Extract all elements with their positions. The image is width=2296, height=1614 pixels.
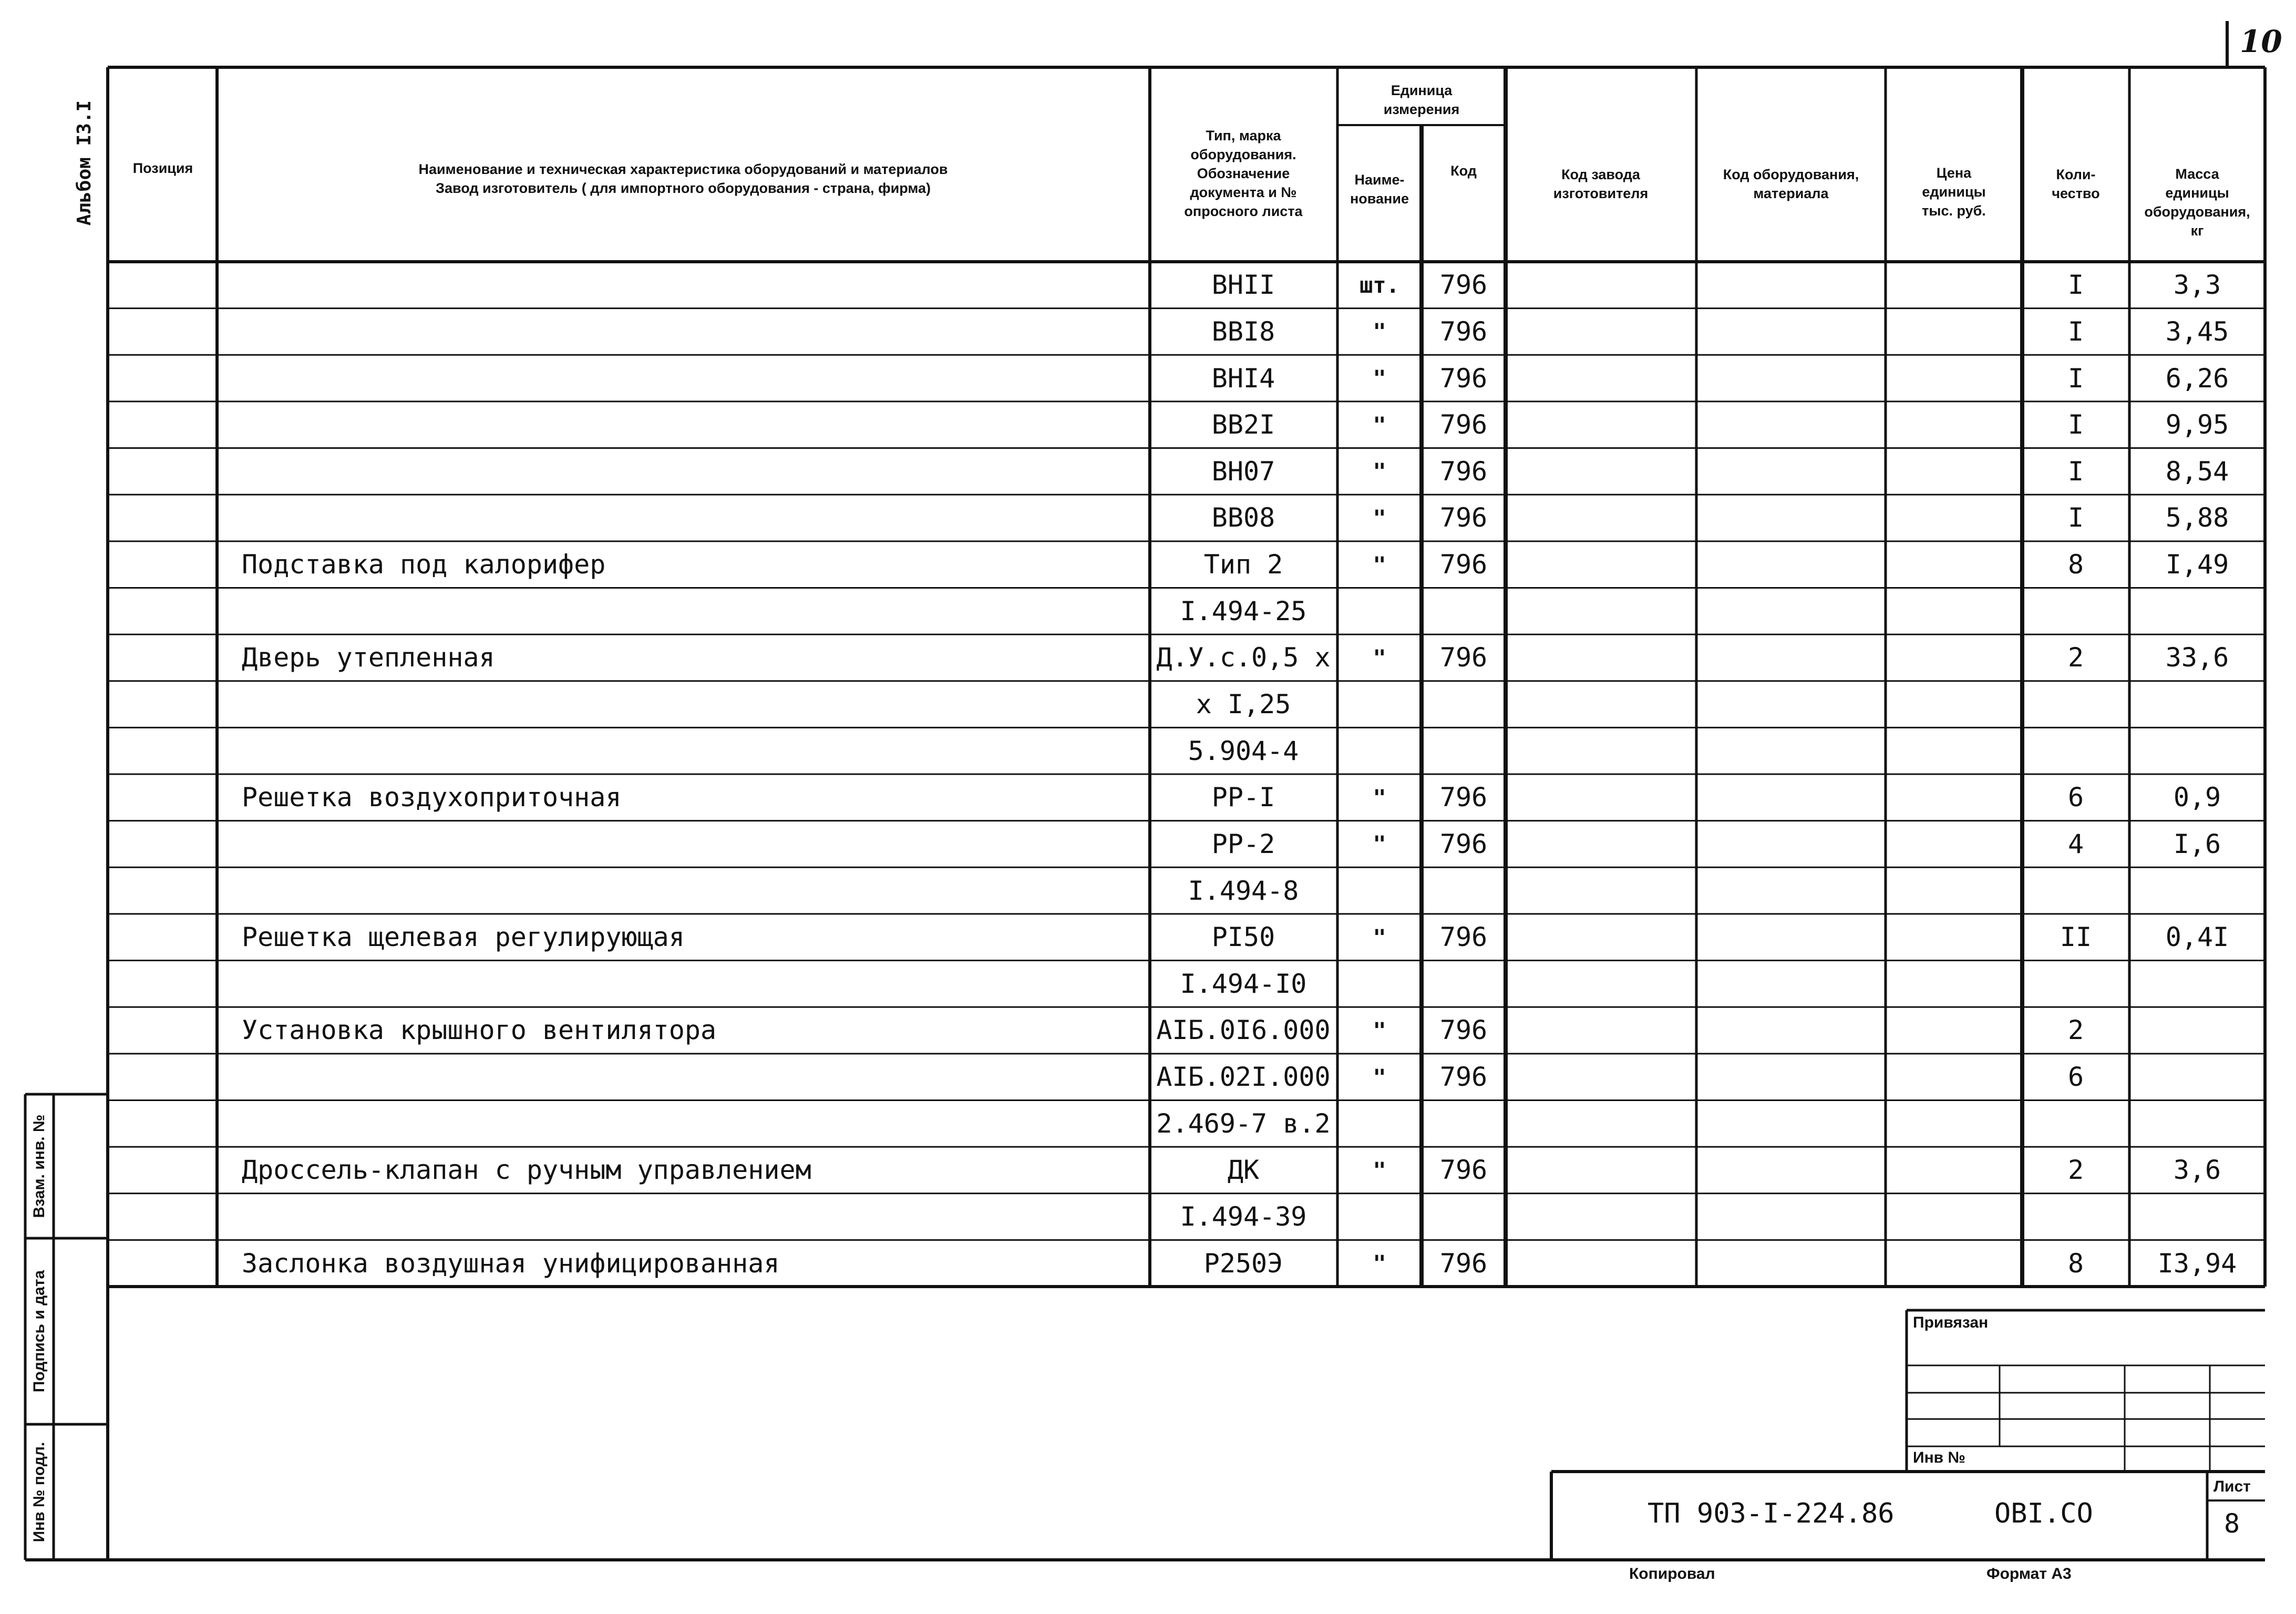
- row-mass: [2130, 727, 2264, 774]
- row-type: ВВ08: [1211, 502, 1275, 533]
- row-name: [242, 355, 1146, 402]
- row-type: I.494-25: [1180, 595, 1307, 626]
- header-unit-group-line: Единица: [1391, 83, 1453, 98]
- row-qty: I: [2067, 316, 2084, 347]
- header-mass-line: кг: [2190, 223, 2204, 239]
- row-mass: [2130, 588, 2264, 634]
- row-qty: 2: [2067, 1155, 2084, 1186]
- row-type: ДК: [1227, 1155, 1260, 1186]
- row-mass: 3,6: [2173, 1155, 2221, 1186]
- row-type: I.494-I0: [1180, 968, 1307, 999]
- row-mass: [2130, 1054, 2264, 1101]
- row-unit: [1339, 867, 1420, 914]
- row-unit: [1339, 961, 1420, 1008]
- album-label: Альбом I3.I: [73, 100, 95, 226]
- row-code: 796: [1439, 270, 1488, 301]
- row-name: [242, 727, 1146, 774]
- header-type-line: Тип, марка: [1206, 128, 1281, 143]
- side-stamp-podpis: Подпись и дата: [30, 1270, 48, 1393]
- row-code: 796: [1439, 1062, 1488, 1093]
- sheet-number: 8: [2224, 1508, 2240, 1539]
- row-unit: ": [1373, 365, 1386, 392]
- row-code: 796: [1439, 1155, 1488, 1186]
- header-equipment-code: [1697, 163, 1885, 205]
- row-unit: ": [1373, 784, 1386, 810]
- header-mass-line: Масса: [2175, 166, 2219, 182]
- row-qty: I: [2067, 502, 2084, 533]
- row-type: ВН07: [1211, 456, 1275, 487]
- row-code: 796: [1439, 316, 1488, 347]
- row-mass: [2130, 681, 2264, 728]
- row-mass: 6,26: [2165, 363, 2229, 394]
- header-price: [1887, 160, 2021, 223]
- row-qty: I: [2067, 270, 2084, 301]
- row-name: Решетка щелевая регулирующая: [242, 922, 685, 953]
- header-unit-code: Код: [1450, 163, 1477, 179]
- row-unit: ": [1373, 412, 1386, 438]
- privyazan-label: Привязан: [1913, 1314, 1989, 1331]
- row-type: Д.У.с.0,5 х: [1156, 642, 1331, 673]
- row-qty: [2023, 681, 2128, 728]
- row-qty: 2: [2067, 1015, 2084, 1046]
- row-qty: I: [2067, 409, 2084, 440]
- header-qty: [2023, 163, 2128, 205]
- row-mass: 3,45: [2165, 316, 2229, 347]
- row-name: Дроссель-клапан с ручным управлением: [242, 1155, 811, 1186]
- format-label: Формат А3: [1986, 1565, 2072, 1582]
- header-type-line: опросного листа: [1184, 203, 1303, 219]
- row-unit: ": [1373, 831, 1386, 857]
- row-code: [1423, 961, 1505, 1008]
- row-mass: 33,6: [2165, 642, 2229, 673]
- header-equipment-code-line: Код оборудования,: [1723, 167, 1859, 182]
- row-name: Подставка под калорифер: [242, 549, 606, 580]
- row-type: АIБ.02I.000: [1156, 1062, 1331, 1093]
- row-name: [242, 867, 1146, 914]
- row-mass: [2130, 867, 2264, 914]
- row-type: 2.469-7 в.2: [1156, 1108, 1331, 1139]
- header-qty-line: Коли-: [2056, 167, 2096, 182]
- row-name: [242, 681, 1146, 728]
- row-code: 796: [1439, 549, 1488, 580]
- header-unit-name-line: Наиме-: [1354, 172, 1405, 188]
- header-unit-group-line: измерения: [1383, 101, 1460, 117]
- row-qty: 6: [2067, 1062, 2084, 1093]
- row-mass: [2130, 961, 2264, 1008]
- row-name: [242, 1054, 1146, 1101]
- header-factory-code: [1507, 163, 1695, 205]
- header-unit-group: [1339, 79, 1505, 121]
- row-unit: шт.: [1360, 272, 1399, 298]
- header-name-line1: Наименование и техническая характеристика оборудований и материалов: [418, 161, 948, 177]
- header-type-line: Обозначение: [1197, 166, 1290, 181]
- row-name: [242, 821, 1146, 868]
- row-name: Дверь утепленная: [242, 642, 495, 673]
- header-unit-name: [1339, 168, 1420, 210]
- row-type: Р250Э: [1203, 1248, 1283, 1279]
- row-qty: 8: [2067, 1248, 2084, 1279]
- row-code: 796: [1439, 922, 1488, 953]
- row-qty: 6: [2067, 782, 2084, 813]
- row-code: 796: [1439, 642, 1488, 673]
- row-code: [1423, 867, 1505, 914]
- row-code: 796: [1439, 1015, 1488, 1046]
- row-name: [242, 1194, 1146, 1240]
- header-mass-line: единицы: [2165, 185, 2229, 201]
- row-code: 796: [1439, 363, 1488, 394]
- header-name: [218, 158, 1148, 200]
- row-unit: ": [1373, 1064, 1386, 1090]
- row-mass: 8,54: [2165, 456, 2229, 487]
- row-qty: [2023, 1194, 2128, 1240]
- row-mass: I,49: [2165, 549, 2229, 580]
- row-unit: [1339, 588, 1420, 634]
- row-type: ВВI8: [1211, 316, 1275, 347]
- row-type: I.494-39: [1180, 1201, 1307, 1232]
- row-type: I.494-8: [1188, 875, 1299, 906]
- row-name: Заслонка воздушная унифицированная: [242, 1248, 780, 1279]
- row-unit: ": [1373, 1250, 1386, 1277]
- row-code: 796: [1439, 782, 1488, 813]
- row-code: [1423, 727, 1505, 774]
- row-mass: [2130, 1194, 2264, 1240]
- row-mass: [2130, 1100, 2264, 1147]
- row-qty: [2023, 961, 2128, 1008]
- row-type: РР-2: [1211, 828, 1275, 859]
- row-name: [242, 1100, 1146, 1147]
- header-price-line: Цена: [1936, 165, 1972, 181]
- row-unit: ": [1373, 1017, 1386, 1043]
- row-qty: I: [2067, 456, 2084, 487]
- header-factory-code-line: Код завода: [1561, 167, 1640, 182]
- row-unit: ": [1373, 318, 1386, 345]
- row-unit: [1339, 1100, 1420, 1147]
- row-qty: I: [2067, 363, 2084, 394]
- row-type: РР-I: [1211, 782, 1275, 813]
- row-name: [242, 495, 1146, 541]
- row-code: [1423, 1194, 1505, 1240]
- row-qty: II: [2060, 922, 2092, 953]
- row-unit: ": [1373, 505, 1386, 531]
- row-mass: 5,88: [2165, 502, 2229, 533]
- row-qty: [2023, 727, 2128, 774]
- row-type: ВНII: [1211, 270, 1275, 301]
- row-name: Установка крышного вентилятора: [242, 1015, 717, 1046]
- header-qty-line: чество: [2052, 186, 2100, 201]
- header-type-line: документа и №: [1190, 184, 1297, 200]
- row-name: [242, 588, 1146, 634]
- header-equipment-code-line: материала: [1753, 186, 1829, 201]
- row-code: 796: [1439, 828, 1488, 859]
- header-name-line2: Завод изготовитель ( для импортного оборудования - страна, фирма): [436, 180, 931, 196]
- row-type: АIБ.0I6.000: [1156, 1015, 1331, 1046]
- page-number: 10: [2240, 24, 2282, 59]
- header-price-line: тыс. руб.: [1922, 203, 1986, 219]
- row-qty: 4: [2067, 828, 2084, 859]
- doc-code: ТП 903-I-224.86: [1648, 1498, 1895, 1529]
- row-unit: ": [1373, 551, 1386, 578]
- row-mass: 3,3: [2173, 270, 2221, 301]
- row-type: 5.904-4: [1188, 735, 1299, 766]
- header-type-line: оборудования.: [1190, 147, 1296, 162]
- row-unit: ": [1373, 458, 1386, 485]
- header-factory-code-line: изготовителя: [1553, 186, 1649, 201]
- row-type: ВВ2I: [1211, 409, 1275, 440]
- row-type: Тип 2: [1203, 549, 1283, 580]
- row-unit: ": [1373, 924, 1386, 950]
- row-unit: [1339, 727, 1420, 774]
- row-name: [242, 309, 1146, 355]
- row-unit: [1339, 1194, 1420, 1240]
- row-unit: ": [1373, 1157, 1386, 1183]
- row-qty: 8: [2067, 549, 2084, 580]
- row-qty: [2023, 867, 2128, 914]
- sheet-label: Лист: [2213, 1478, 2251, 1495]
- row-name: [242, 961, 1146, 1008]
- row-mass: I,6: [2173, 828, 2221, 859]
- row-qty: [2023, 1100, 2128, 1147]
- row-qty: 2: [2067, 642, 2084, 673]
- header-unit-name-line: нование: [1350, 191, 1409, 207]
- row-code: 796: [1439, 409, 1488, 440]
- row-code: [1423, 1100, 1505, 1147]
- row-code: 796: [1439, 456, 1488, 487]
- row-type: РI50: [1211, 922, 1275, 953]
- row-mass: 0,4I: [2165, 922, 2229, 953]
- header-price-line: единицы: [1922, 184, 1986, 200]
- row-code: [1423, 588, 1505, 634]
- inv-no-label: Инв №: [1913, 1449, 1965, 1466]
- header-mass-line: оборудования,: [2144, 204, 2250, 220]
- row-type: ВНI4: [1211, 363, 1275, 394]
- side-stamp-vzam: Взам. инв. №: [30, 1114, 48, 1218]
- row-unit: [1339, 681, 1420, 728]
- sheet-code: ОВI.СО: [1994, 1498, 2093, 1529]
- row-name: [242, 262, 1146, 309]
- row-name: [242, 448, 1146, 495]
- row-mass: I3,94: [2157, 1248, 2237, 1279]
- copied-label: Копировал: [1629, 1565, 1715, 1582]
- row-mass: 9,95: [2165, 409, 2229, 440]
- side-stamp-inv-podl: Инв № подл.: [30, 1442, 48, 1543]
- row-qty: [2023, 588, 2128, 634]
- row-name: [242, 402, 1146, 448]
- header-mass: [2130, 160, 2264, 244]
- row-code: 796: [1439, 1248, 1488, 1279]
- row-name: Решетка воздухоприточная: [242, 782, 622, 813]
- row-mass: 0,9: [2173, 782, 2221, 813]
- row-type: х I,25: [1196, 689, 1291, 720]
- header-type: [1151, 116, 1336, 231]
- row-code: 796: [1439, 502, 1488, 533]
- row-code: [1423, 681, 1505, 728]
- row-unit: ": [1373, 644, 1386, 671]
- row-mass: [2130, 1007, 2264, 1054]
- header-position: Позиция: [132, 160, 193, 176]
